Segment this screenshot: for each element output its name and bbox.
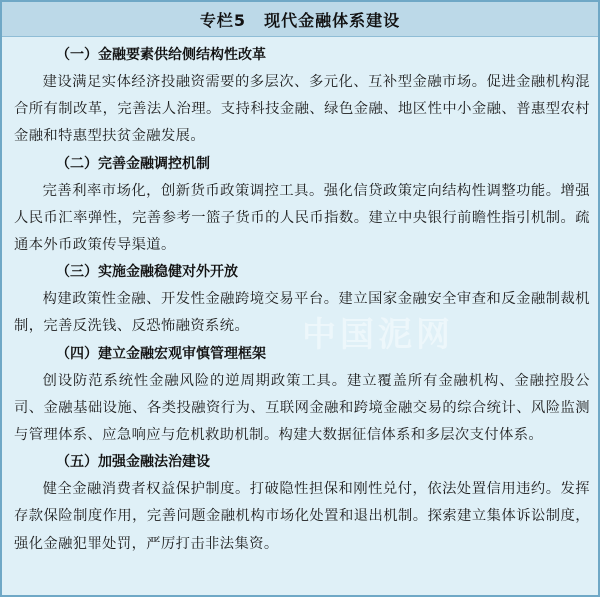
section-paragraph-4: 创设防范系统性金融风险的逆周期政策工具。建立覆盖所有金融机构、金融控股公司、金融基础设施、各类投融资行为、互联网金融和跨境金融交易的综合统计、风险监测与管理体系、应急响应与危机救助机制。构建大数据征信体系和多层次支付体系。 — [14, 372, 590, 444]
section-heading-5: （五）加强金融法治建设 — [56, 454, 210, 471]
box-body — [2, 37, 598, 558]
section-paragraph-1: 建设满足实体经济投融资需要的多层次、多元化、互补型金融市场。促进金融机构混合所有制改革，完善法人治理。支持科技金融、绿色金融、地区性中小金融、普惠型农村金融和特惠型扶贫金融发展。 — [14, 74, 590, 145]
section-paragraph-3: 构建政策性金融、开发性金融跨境交易平台。建立国家金融安全审查和反金融制裁机制，完善反洗钱、反恐怖融资系统。 — [14, 291, 590, 335]
section-heading-4: （四）建立金融宏观审慎管理框架 — [56, 345, 266, 362]
section-paragraph-5: 健全金融消费者权益保护制度。打破隐性担保和刚性兑付，依法处置信用违约。发挥存款保险制度作用，完善问题金融机构市场化处置和退出机制。探索建立集体诉讼制度，强化金融犯罪处罚，严厉打击非法集资。 — [14, 481, 590, 552]
section-heading-3: （三）实施金融稳健对外开放 — [56, 264, 238, 281]
section-heading-2: （二）完善金融调控机制 — [56, 155, 210, 172]
watermark: 中国泥网 — [302, 315, 454, 355]
box-title-prefix: 专栏5 — [199, 10, 247, 30]
box-title-text: 现代金融体系建设 — [264, 10, 401, 30]
section-paragraph-2: 完善利率市场化，创新货币政策调控工具。强化信贷政策定向结构性调整功能。增强人民币汇率弹性，完善参考一篮子货币的人民币指数。建立中央银行前瞻性指引机制。疏通本外币政策传导渠道。 — [14, 182, 590, 254]
box-title — [2, 2, 598, 37]
section-heading-1: （一）金融要素供给侧结构性改革 — [56, 47, 266, 63]
